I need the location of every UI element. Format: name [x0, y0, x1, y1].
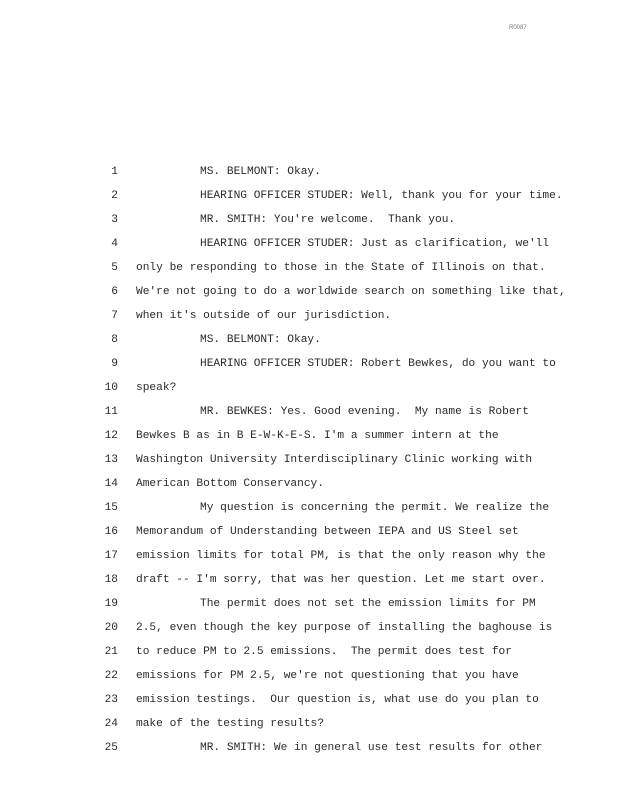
transcript-line — [0, 712, 618, 736]
transcript-line — [0, 184, 618, 208]
line-text: HEARING OFFICER STUDER: Just as clarification, we'll — [200, 238, 550, 250]
line-number: 1 — [111, 166, 118, 178]
transcript-line — [0, 232, 618, 256]
transcript-line — [0, 304, 618, 328]
line-number: 18 — [104, 574, 118, 586]
transcript-line — [0, 256, 618, 280]
line-number: 9 — [111, 358, 118, 370]
transcript-line — [0, 328, 618, 352]
line-text: We're not going to do a worldwide search on something like that, — [136, 286, 566, 298]
line-number: 11 — [104, 406, 118, 418]
line-text: Memorandum of Understanding between IEPA and US Steel set — [136, 526, 519, 538]
line-number: 2 — [111, 190, 118, 202]
line-number: 10 — [104, 382, 118, 394]
line-text: when it's outside of our jurisdiction. — [136, 310, 392, 322]
line-text: emission limits for total PM, is that the only reason why the — [136, 550, 546, 562]
transcript-line — [0, 664, 618, 688]
transcript-line — [0, 640, 618, 664]
line-text: make of the testing results? — [136, 718, 324, 730]
line-number: 8 — [111, 334, 118, 346]
line-number: 16 — [104, 526, 118, 538]
transcript-line — [0, 376, 618, 400]
line-number: 5 — [111, 262, 118, 274]
line-number: 13 — [104, 454, 118, 466]
transcript-line — [0, 496, 618, 520]
transcript-line — [0, 616, 618, 640]
line-text: My question is concerning the permit. We realize the — [200, 502, 550, 514]
line-text: emissions for PM 2.5, we're not questioning that you have — [136, 670, 519, 682]
transcript-line — [0, 208, 618, 232]
line-number: 6 — [111, 286, 118, 298]
line-number: 12 — [104, 430, 118, 442]
line-text: 2.5, even though the key purpose of installing the baghouse is — [136, 622, 553, 634]
line-text: draft -- I'm sorry, that was her question. Let me start over. — [136, 574, 546, 586]
transcript-line — [0, 424, 618, 448]
line-number: 7 — [111, 310, 118, 322]
line-text: MR. SMITH: We in general use test results for other — [200, 742, 543, 754]
transcript-line — [0, 160, 618, 184]
line-number: 15 — [104, 502, 118, 514]
line-number: 4 — [111, 238, 118, 250]
line-number: 17 — [104, 550, 118, 562]
line-number: 25 — [104, 742, 118, 754]
line-text: The permit does not set the emission limits for PM — [200, 598, 536, 610]
line-text: emission testings. Our question is, what use do you plan to — [136, 694, 539, 706]
transcript-line — [0, 592, 618, 616]
transcript-line — [0, 400, 618, 424]
transcript-line — [0, 736, 618, 760]
line-text: Bewkes B as in B E-W-K-E-S. I'm a summer intern at the — [136, 430, 499, 442]
transcript-line — [0, 568, 618, 592]
line-number: 14 — [104, 478, 118, 490]
line-number: 20 — [104, 622, 118, 634]
transcript-line — [0, 280, 618, 304]
line-number: 3 — [111, 214, 118, 226]
transcript-line — [0, 544, 618, 568]
transcript-line — [0, 448, 618, 472]
transcript-line — [0, 520, 618, 544]
line-number: 24 — [104, 718, 118, 730]
transcript-line — [0, 352, 618, 376]
line-text: speak? — [136, 382, 177, 394]
line-text: Washington University Interdisciplinary Clinic working with — [136, 454, 533, 466]
line-text: MS. BELMONT: Okay. — [200, 334, 321, 346]
line-text: MR. BEWKES: Yes. Good evening. My name is Robert — [200, 406, 529, 418]
line-text: MR. SMITH: You're welcome. Thank you. — [200, 214, 456, 226]
line-text: only be responding to those in the State of Illinois on that. — [136, 262, 546, 274]
line-text: HEARING OFFICER STUDER: Well, thank you for your time. — [200, 190, 563, 202]
line-text: MS. BELMONT: Okay. — [200, 166, 321, 178]
line-number: 22 — [104, 670, 118, 682]
line-text: HEARING OFFICER STUDER: Robert Bewkes, do you want to — [200, 358, 556, 370]
transcript-line — [0, 472, 618, 496]
page-number: R0087 — [509, 25, 527, 31]
transcript-line — [0, 688, 618, 712]
line-number: 19 — [104, 598, 118, 610]
line-number: 21 — [104, 646, 118, 658]
line-number: 23 — [104, 694, 118, 706]
line-text: to reduce PM to 2.5 emissions. The permit does test for — [136, 646, 512, 658]
line-text: American Bottom Conservancy. — [136, 478, 324, 490]
